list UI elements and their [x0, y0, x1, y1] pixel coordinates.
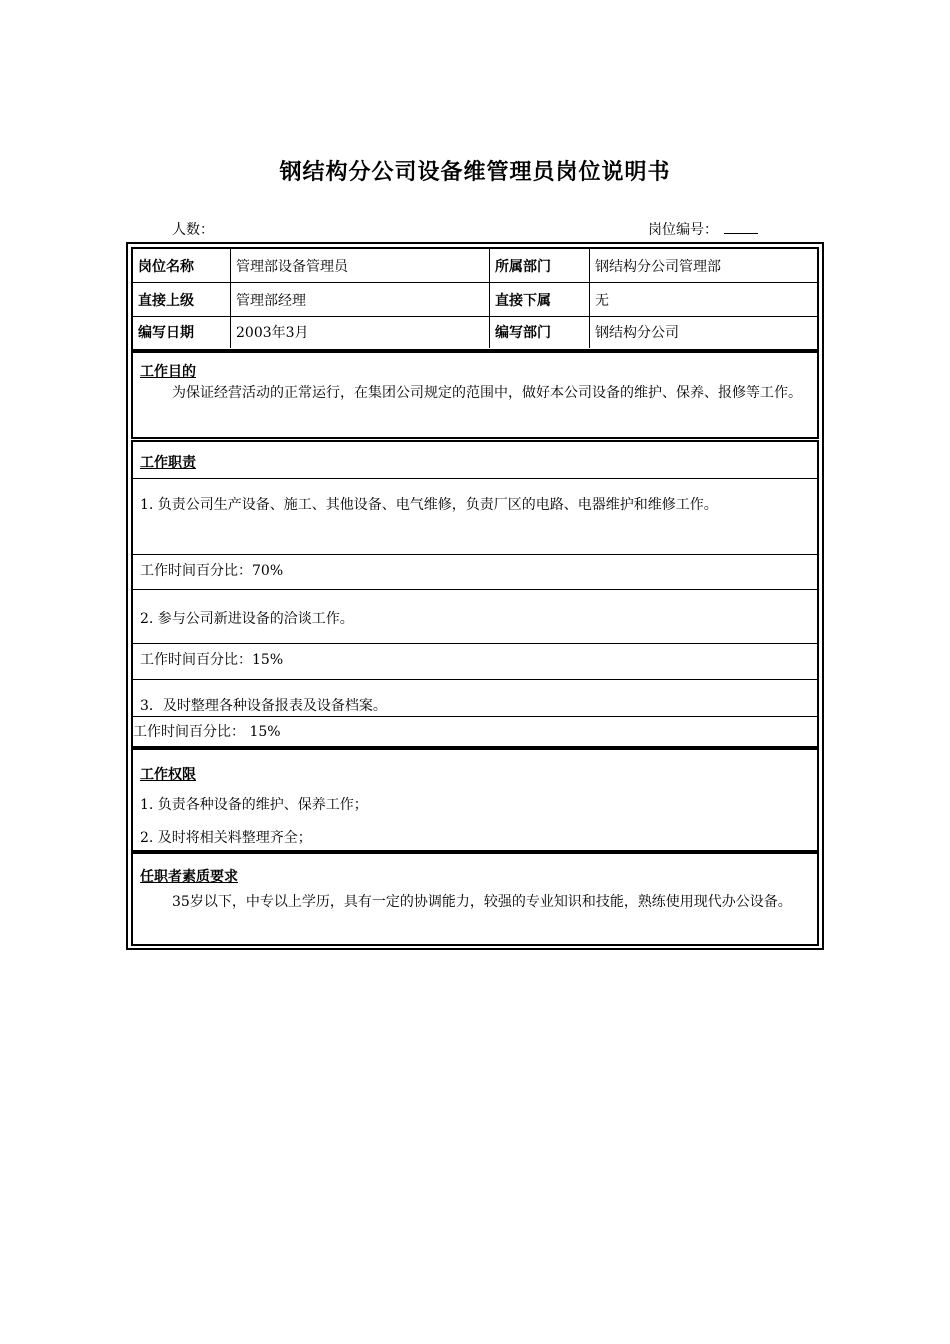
position-number-blank — [724, 219, 758, 234]
divider — [133, 478, 817, 479]
page-title: 钢结构分公司设备维管理员岗位说明书 — [279, 160, 671, 185]
position-name-label: 岗位名称 — [133, 249, 231, 282]
authority-item: 1. 负责各种设备的维护、保养工作； — [140, 797, 368, 813]
subordinate-value: 无 — [595, 292, 609, 309]
purpose-section — [131, 351, 819, 439]
department-label: 所属部门 — [490, 249, 590, 282]
authority-item: 2. 及时将相关料整理齐全； — [140, 830, 312, 846]
duty-item: 1. 负责公司生产设备、施工、其他设备、电气维修，负责厂区的电路、电器维护和维修工作。 — [140, 497, 718, 513]
qualification-section — [131, 852, 819, 946]
duties-section — [131, 440, 819, 748]
info-table — [131, 247, 819, 351]
written-date-label: 编写日期 — [133, 315, 231, 348]
divider — [133, 679, 817, 680]
authority-heading: 工作权限 — [140, 767, 196, 783]
authority-section — [131, 748, 819, 852]
table-row — [133, 315, 817, 348]
duty-time: 工作时间百分比： 15% — [133, 724, 281, 740]
duty-time: 工作时间百分比：70% — [140, 563, 284, 579]
written-dept-value: 钢结构分公司 — [595, 324, 679, 341]
position-number — [648, 219, 758, 239]
written-dept-label: 编写部门 — [490, 315, 590, 348]
divider — [133, 643, 817, 644]
position-number-label: 岗位编号： — [648, 222, 718, 238]
duty-time: 工作时间百分比：15% — [140, 652, 284, 668]
divider — [133, 589, 817, 590]
table-row — [133, 249, 817, 283]
purpose-heading: 工作目的 — [140, 364, 196, 380]
table-row — [133, 283, 817, 317]
qualification-heading: 任职者素质要求 — [140, 869, 238, 885]
duties-heading: 工作职责 — [140, 455, 196, 471]
supervisor-label: 直接上级 — [133, 283, 231, 316]
duty-item: 3．及时整理各种设备报表及设备档案。 — [140, 698, 387, 714]
purpose-text: 为保证经营活动的正常运行，在集团公司规定的范围中，做好本公司设备的维护、保养、报修等工作。 — [172, 385, 802, 401]
qualification-text: 35岁以下，中专以上学历，具有一定的协调能力，较强的专业知识和技能，熟练使用现代办公设备。 — [172, 894, 792, 910]
duty-item: 2. 参与公司新进设备的洽谈工作。 — [140, 611, 354, 627]
department-value: 钢结构分公司管理部 — [595, 258, 721, 275]
subordinate-label: 直接下属 — [490, 283, 590, 316]
divider — [133, 716, 817, 717]
headcount-label: 人数： — [172, 222, 214, 238]
written-date-value: 2003年3月 — [231, 315, 490, 348]
divider — [133, 554, 817, 555]
supervisor-value: 管理部经理 — [231, 283, 490, 316]
job-description-form — [126, 242, 824, 950]
position-name-value: 管理部设备管理员 — [231, 249, 490, 282]
